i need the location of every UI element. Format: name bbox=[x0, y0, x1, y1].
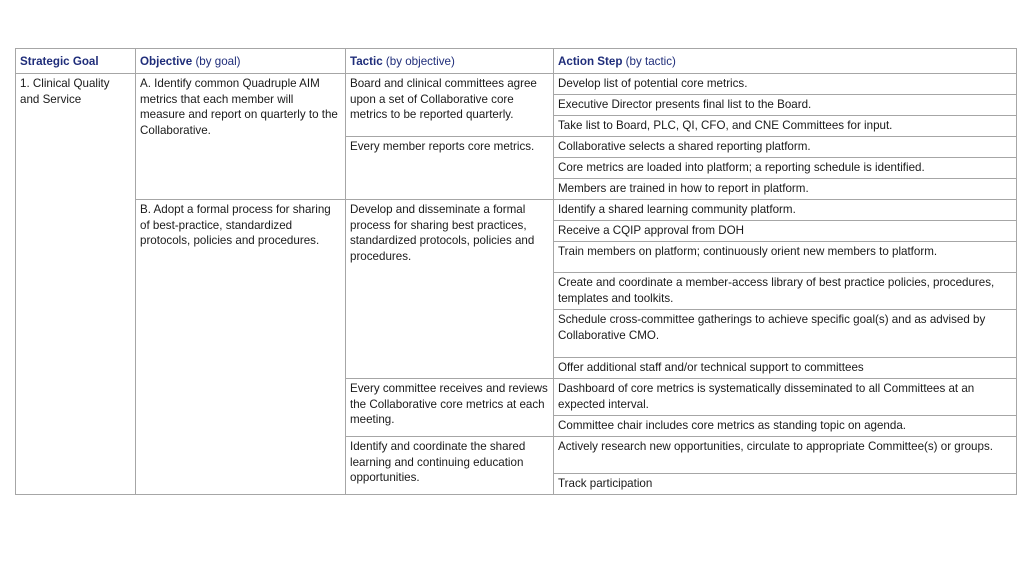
table-header-row bbox=[16, 49, 1017, 74]
action-step-cell: Core metrics are loaded into platform; a reporting schedule is identified. bbox=[554, 158, 1017, 179]
action-step-cell: Committee chair includes core metrics as standing topic on agenda. bbox=[554, 416, 1017, 437]
action-step-cell: Receive a CQIP approval from DOH bbox=[554, 221, 1017, 242]
header-objective bbox=[136, 49, 346, 74]
header-tactic bbox=[346, 49, 554, 74]
table-row bbox=[16, 74, 1017, 95]
header-strategic-goal-label: Strategic Goal bbox=[20, 54, 99, 68]
action-step-cell: Dashboard of core metrics is systematically disseminated to all Committees at an expected interval. bbox=[554, 379, 1017, 416]
header-objective-label: Objective bbox=[140, 54, 193, 68]
action-step-cell: Take list to Board, PLC, QI, CFO, and CNE Committees for input. bbox=[554, 116, 1017, 137]
header-tactic-label: Tactic bbox=[350, 54, 383, 68]
header-action-step bbox=[554, 49, 1017, 74]
header-tactic-note: (by objective) bbox=[385, 54, 455, 68]
tactic-cell: Board and clinical committees agree upon a set of Collaborative core metrics to be reported quarterly. bbox=[346, 74, 554, 137]
action-step-cell: Actively research new opportunities, circulate to appropriate Committee(s) or groups. bbox=[554, 437, 1017, 474]
action-step-cell: Track participation bbox=[554, 474, 1017, 495]
strategic-plan-table bbox=[15, 48, 1017, 495]
objective-a-cell: A. Identify common Quadruple AIM metrics that each member will measure and report on quarterly to the Collaborative. bbox=[136, 74, 346, 200]
tactic-cell: Develop and disseminate a formal process for sharing best practices, standardized protocols, policies and procedures. bbox=[346, 200, 554, 379]
action-step-cell: Train members on platform; continuously orient new members to platform. bbox=[554, 242, 1017, 273]
tactic-cell: Every committee receives and reviews the Collaborative core metrics at each meeting. bbox=[346, 379, 554, 437]
action-step-cell: Members are trained in how to report in platform. bbox=[554, 179, 1017, 200]
action-step-cell: Create and coordinate a member-access library of best practice policies, procedures, templates and toolkits. bbox=[554, 273, 1017, 310]
action-step-cell: Collaborative selects a shared reporting platform. bbox=[554, 137, 1017, 158]
header-objective-note: (by goal) bbox=[195, 54, 241, 68]
tactic-cell: Identify and coordinate the shared learning and continuing education opportunities. bbox=[346, 437, 554, 495]
header-action-step-label: Action Step bbox=[558, 54, 623, 68]
strategic-goal-cell: 1. Clinical Quality and Service bbox=[16, 74, 136, 495]
action-step-cell: Offer additional staff and/or technical support to committees bbox=[554, 358, 1017, 379]
action-step-cell: Develop list of potential core metrics. bbox=[554, 74, 1017, 95]
table-row bbox=[16, 200, 1017, 221]
action-step-cell: Identify a shared learning community platform. bbox=[554, 200, 1017, 221]
objective-b-cell: B. Adopt a formal process for sharing of best-practice, standardized protocols, policies and procedures. bbox=[136, 200, 346, 495]
header-action-step-note: (by tactic) bbox=[625, 54, 676, 68]
header-strategic-goal bbox=[16, 49, 136, 74]
action-step-cell: Executive Director presents final list to the Board. bbox=[554, 95, 1017, 116]
tactic-cell: Every member reports core metrics. bbox=[346, 137, 554, 200]
action-step-cell: Schedule cross-committee gatherings to achieve specific goal(s) and as advised by Collaborative CMO. bbox=[554, 310, 1017, 358]
